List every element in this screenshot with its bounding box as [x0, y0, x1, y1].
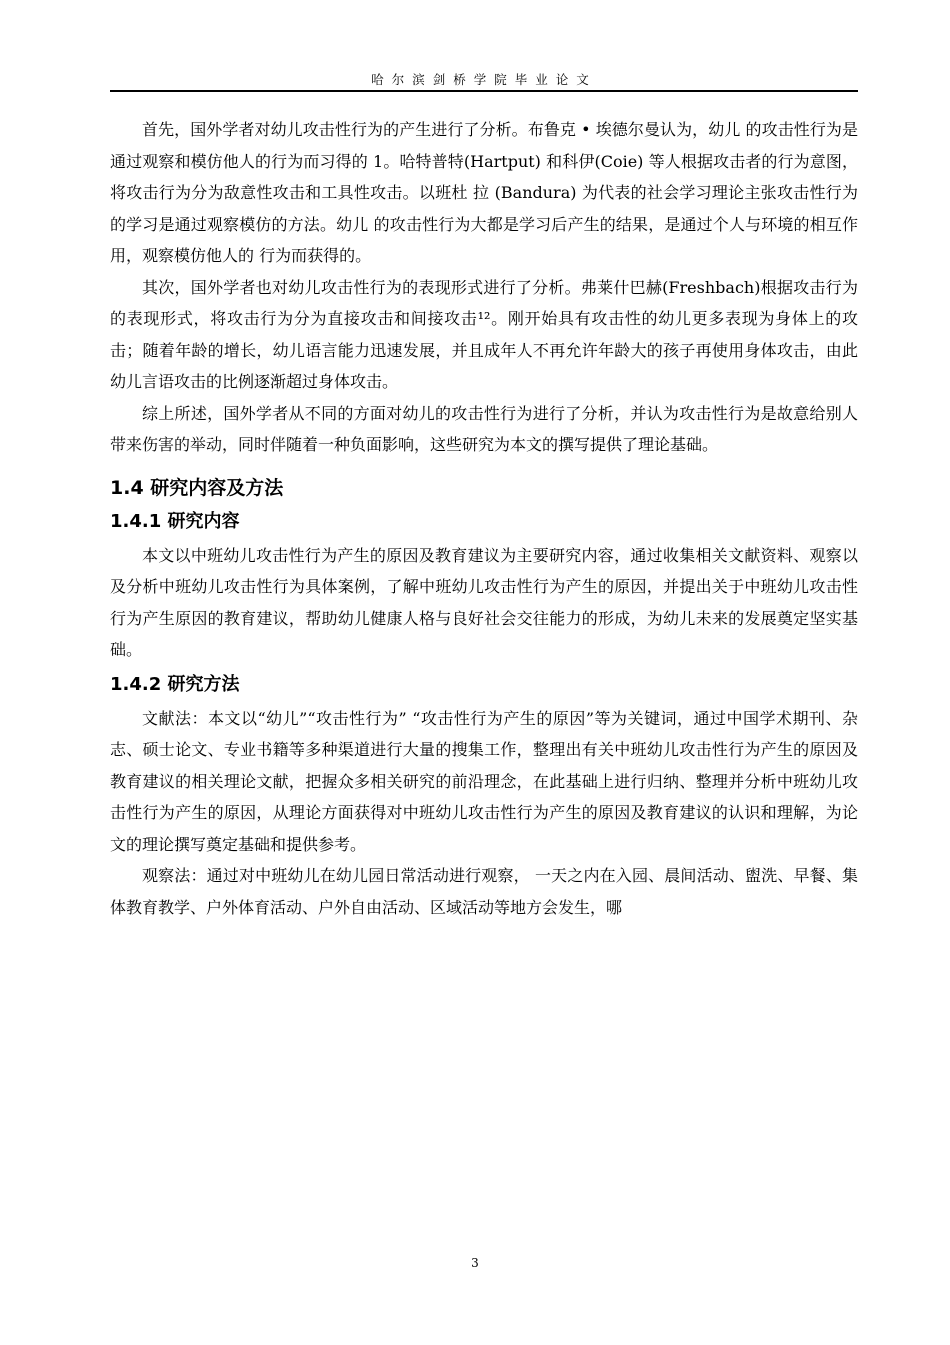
page-body: [110, 114, 858, 923]
paragraph-foreign-analysis-origin: 首先，国外学者对幼儿攻击性行为的产生进行了分析。布鲁克 • 埃德尔曼认为，幼儿 的攻击性行为是通过观察和模仿他人的行为而习得的 1。哈特普特(Hartput) 和科伊(Coie) 等人根据攻击者的行为意图，将攻击行为分为敌意性攻击和工具性攻击。以班杜 拉 (Bandura) 为代表的社会学习理论主张攻击性行为的学习是通过观察模仿的方法。幼儿 的攻击性行为大都是学习后产生的结果，是通过个人与环境的相互作用，观察模仿他人的 行为而获得的。: [110, 120, 858, 265]
paragraph-foreign-analysis-forms: 其次，国外学者也对幼儿攻击性行为的表现形式进行了分析。弗莱什巴赫(Freshbach)根据攻击行为的表现形式，将攻击行为分为直接攻击和间接攻击¹²。刚开始具有攻击性的幼儿更多表现为身体上的攻击；随着年龄的增长，幼儿语言能力迅速发展，并且成年人不再允许年龄大的孩子再使用身体攻击，由此幼儿言语攻击的比例逐渐超过身体攻击。: [110, 277, 858, 391]
header-rule: [110, 90, 858, 92]
section-heading-1-4-1: 1.4.1 研究内容: [110, 510, 240, 532]
section-heading-1-4-2: 1.4.2 研究方法: [110, 673, 240, 695]
paragraph-observation-method: 观察法：通过对中班幼儿在幼儿园日常活动进行观察， 一天之内在入园、晨间活动、盥洗、早餐、集体教育教学、户外体育活动、户外自由活动、区域活动等地方会发生，哪: [110, 866, 858, 917]
section-heading-1-4: 1.4 研究内容及方法: [110, 476, 284, 499]
running-header: 哈尔滨剑桥学院毕业论文: [371, 72, 597, 87]
page-number: 3: [471, 1256, 479, 1270]
paragraph-literature-method: 文献法：本文以“幼儿”“攻击性行为” “攻击性行为产生的原因”等为关键词，通过中国学术期刊、杂志、硕士论文、专业书籍等多种渠道进行大量的搜集工作，整理出有关中班幼儿攻击性行为产生的原因及教育建议的相关理论文献，把握众多相关研究的前沿理念，在此基础上进行归纳、整理并分析中班幼儿攻击性行为产生的原因，从理论方面获得对中班幼儿攻击性行为产生的原因及教育建议的认识和理解，为论文的理论撰写奠定基础和提供参考。: [110, 708, 858, 854]
paragraph-foreign-summary: 综上所述，国外学者从不同的方面对幼儿的攻击性行为进行了分析，并认为攻击性行为是故意给别人带来伤害的举动，同时伴随着一种负面影响，这些研究为本文的撰写提供了理论基础。: [110, 403, 858, 454]
paragraph-research-content: 本文以中班幼儿攻击性行为产生的原因及教育建议为主要研究内容，通过收集相关文献资料、观察以及分析中班幼儿攻击性行为具体案例，了解中班幼儿攻击性行为产生的原因，并提出关于中班幼儿攻击性行为产生原因的教育建议，帮助幼儿健康人格与良好社会交往能力的形成，为幼儿未来的发展奠定坚实基础。: [110, 545, 858, 659]
